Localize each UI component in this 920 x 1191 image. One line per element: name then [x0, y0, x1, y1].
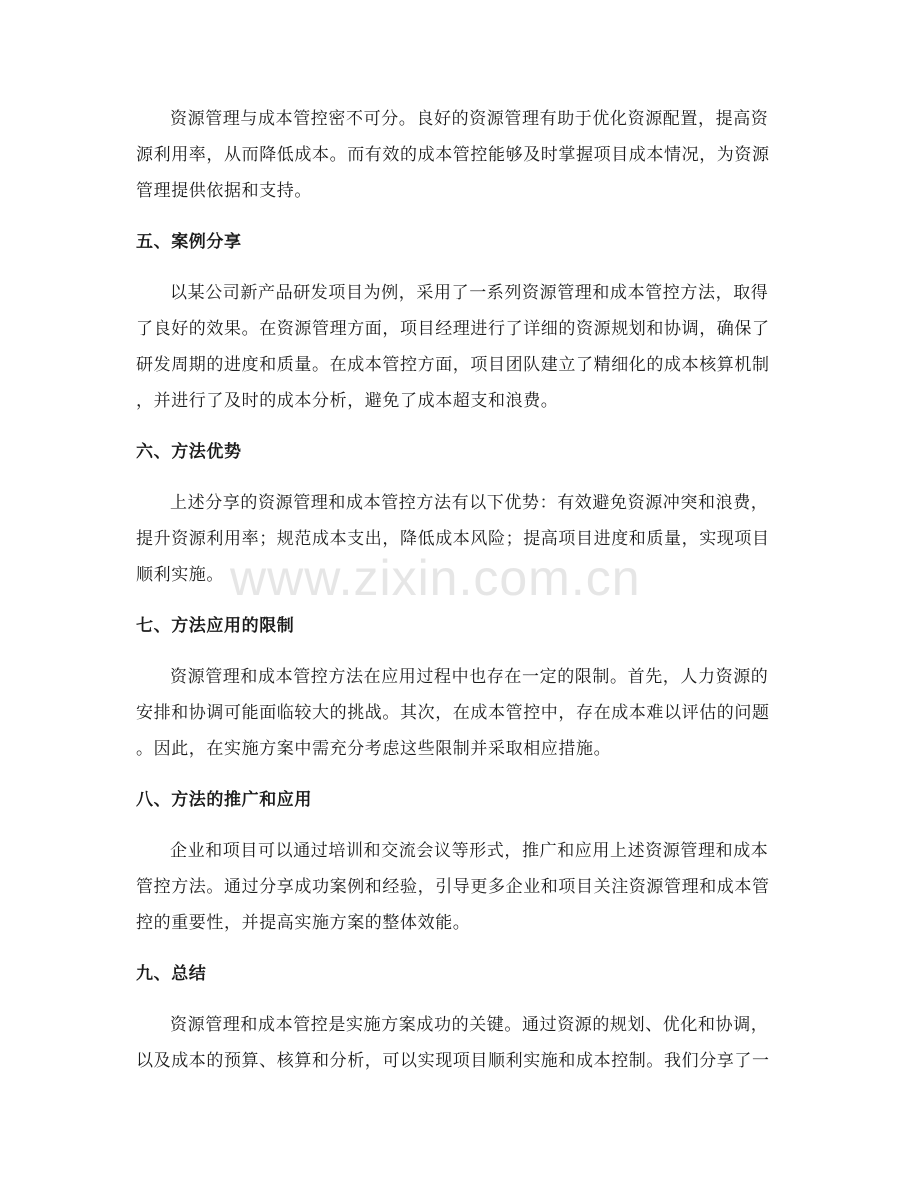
section-heading: 八、方法的推广和应用: [136, 790, 312, 810]
paragraph-line: 以及成本的预算、核算和分析，可以实现项目顺利实施和成本控制。我们分享了一: [136, 1051, 770, 1071]
section-heading: 九、总结: [136, 964, 207, 984]
paragraph-line: 源利用率，从而降低成本。而有效的成本管控能够及时掌握项目成本情况，为资源: [136, 145, 770, 165]
paragraph-line: 安排和协调可能面临较大的挑战。其次，在成本管控中，存在成本难以评估的问题: [136, 703, 770, 723]
paragraph-line: 了良好的效果。在资源管理方面，项目经理进行了详细的资源规划和协调，确保了: [136, 319, 770, 339]
paragraph-line: 提升资源利用率；规范成本支出，降低成本风险；提高项目进度和质量，实现项目: [136, 529, 770, 549]
paragraph-line: 研发周期的进度和质量。在成本管控方面，项目团队建立了精细化的成本核算机制: [136, 355, 770, 375]
watermark: www.zixin.com.cn: [230, 550, 641, 606]
section-heading: 七、方法应用的限制: [136, 616, 295, 636]
paragraph-line: 上述分享的资源管理和成本管控方法有以下优势：有效避免资源冲突和浪费，: [170, 493, 769, 513]
paragraph-line: ，并进行了及时的成本分析，避免了成本超支和浪费。: [136, 391, 559, 411]
paragraph-line: 以某公司新产品研发项目为例，采用了一系列资源管理和成本管控方法，取得: [170, 283, 769, 303]
paragraph-line: 控的重要性，并提高实施方案的整体效能。: [136, 913, 471, 933]
paragraph-line: 资源管理与成本管控密不可分。良好的资源管理有助于优化资源配置，提高资: [170, 109, 769, 129]
paragraph-line: 资源管理和成本管控是实施方案成功的关键。通过资源的规划、优化和协调，: [170, 1015, 769, 1035]
paragraph-line: 管理提供依据和支持。: [136, 181, 312, 201]
paragraph-line: 。因此，在实施方案中需充分考虑这些限制并采取相应措施。: [136, 739, 612, 759]
paragraph-line: 管控方法。通过分享成功案例和经验，引导更多企业和项目关注资源管理和成本管: [136, 877, 770, 897]
section-heading: 五、案例分享: [136, 232, 242, 252]
paragraph-line: 企业和项目可以通过培训和交流会议等形式，推广和应用上述资源管理和成本: [170, 841, 769, 861]
section-heading: 六、方法优势: [136, 442, 242, 462]
paragraph-line: 顺利实施。: [136, 565, 224, 585]
paragraph-line: 资源管理和成本管控方法在应用过程中也存在一定的限制。首先，人力资源的: [170, 667, 769, 687]
